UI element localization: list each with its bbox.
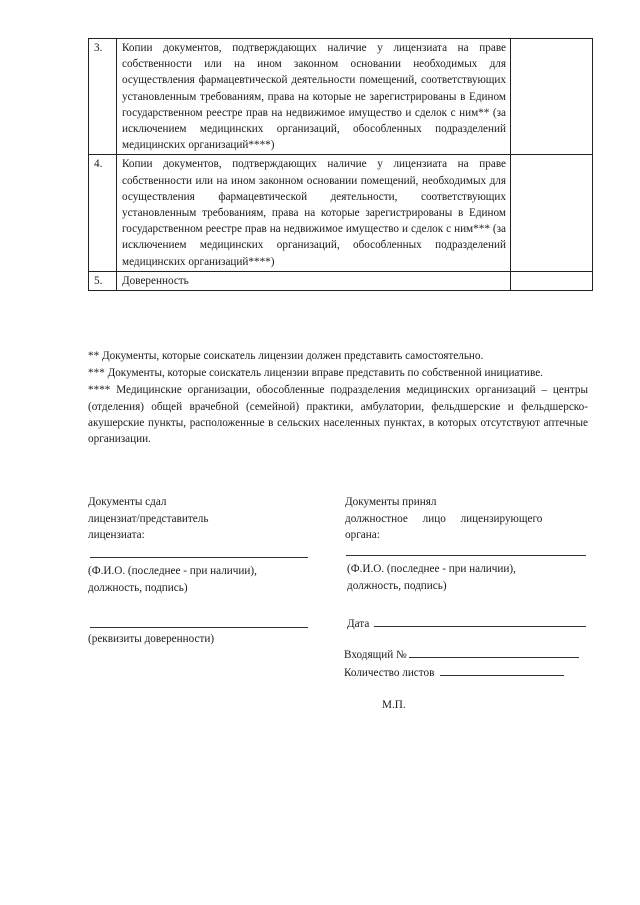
receiver-block xyxy=(345,494,573,544)
submitter-block xyxy=(88,494,308,544)
receiver-line-1: Документы принял xyxy=(345,496,437,508)
row-mark-cell xyxy=(511,155,593,271)
receiver-line-3: органа: xyxy=(345,529,380,541)
row-description: Копии документов, подтверждающих наличие у лицензиата на праве собственности или на ином законном основании помещений, необходимых для осуществления фармацевтической деятельности, соответствующих установленным требованиям, права на которые зарегистрированы в Едином государственном реестре прав на недвижимое имущество и сделок с ним*** (за исключением медицинских организаций, обособленных подразделений медицинских организаций****) xyxy=(117,155,511,271)
submitter-line-1: Документы сдал xyxy=(88,496,167,508)
sheets-row xyxy=(344,663,604,682)
footnote-medical-orgs: **** Медицинские организации, обособленные подразделения медицинских организаций – центры (отделения) общей врачебной (семейной) практики, амбулатории, фельдшерские и фельдшерско-акушерские пункты, расположенные в сельских населенных пунктах, в которых отсутствуют аптечные организации. xyxy=(88,384,588,446)
power-of-attorney-line[interactable] xyxy=(90,627,308,628)
footnote-initiative: *** Документы, которые соискатель лицензии вправе представить по собственной инициативе. xyxy=(88,367,543,380)
incoming-row xyxy=(344,645,604,664)
sheet-count-field[interactable] xyxy=(440,663,564,676)
footnote-self-submit: ** Документы, которые соискатель лицензии должен представить самостоятельно. xyxy=(88,350,484,362)
row-mark-cell xyxy=(511,271,593,290)
incoming-number-field[interactable] xyxy=(409,645,579,658)
power-of-attorney-caption: (реквизиты доверенности) xyxy=(88,633,215,645)
date-row xyxy=(347,614,597,633)
documents-table xyxy=(88,38,593,291)
row-number: 5. xyxy=(89,271,117,290)
receiver-caption xyxy=(347,561,587,594)
sheet-count-label: Количество листов xyxy=(344,667,435,679)
stamp-place: М.П. xyxy=(382,699,406,711)
row-number: 4. xyxy=(89,155,117,271)
submitter-fio-caption-2: должность, подпись) xyxy=(88,581,188,594)
date-label: Дата xyxy=(347,618,370,630)
row-description: Доверенность xyxy=(117,271,511,290)
submitter-signature-line[interactable] xyxy=(90,557,308,558)
table-row xyxy=(89,155,593,271)
row-description: Копии документов, подтверждающих наличие у лицензиата на праве собственности или на ином законном основании необходимых для осуществления фармацевтической деятельности помещений, соответствующих установленным требованиям, права на которые не зарегистрированы в Едином государственном реестре прав на недвижимое имущество и сделок с ним** (за исключением медицинских организаций, обособленных подразделений медицинских организаций****) xyxy=(117,39,511,155)
receiver-fio-caption-1: (Ф.И.О. (последнее - при наличии), xyxy=(347,563,516,575)
receiver-fio-caption-2: должность, подпись) xyxy=(347,579,447,592)
receiver-line-2: должностное лицо лицензирующего xyxy=(345,512,543,525)
row-number: 3. xyxy=(89,39,117,155)
submitter-line-2: лицензиат/представитель xyxy=(88,512,209,525)
row-mark-cell xyxy=(511,39,593,155)
footnotes xyxy=(88,348,588,447)
receiver-signature-line[interactable] xyxy=(346,555,586,556)
table-row xyxy=(89,39,593,155)
table-row xyxy=(89,271,593,290)
submitter-fio-caption-1: (Ф.И.О. (последнее - при наличии), xyxy=(88,565,257,577)
submitter-caption xyxy=(88,563,318,596)
submitter-line-3: лицензиата: xyxy=(88,529,145,541)
incoming-number-label: Входящий № xyxy=(344,649,407,661)
date-field[interactable] xyxy=(374,614,586,627)
